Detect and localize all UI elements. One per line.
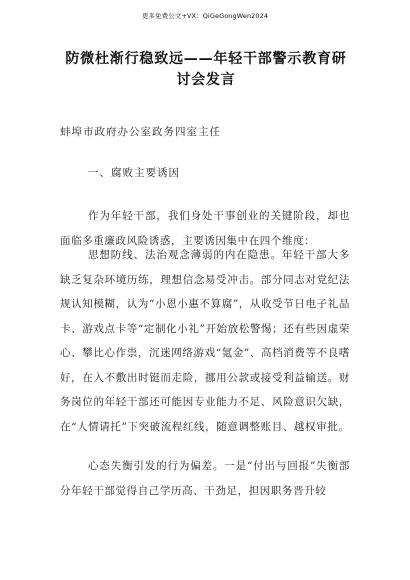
- paragraph-mindset: 心态失衡引发的行为偏差。一是“付出与回报”失衡部分年轻干部觉得自己学历高、干劲足，担因职务晋升较: [60, 460, 350, 497]
- paragraph-intro: 作为年轻干部，我们身处干事创业的关键阶段，却也面临多重廉政风险诱惑，主要诱因集中在四个维度：: [60, 210, 350, 247]
- paragraph-ideology: 思想防线、法治观念薄弱的内在隐患。年轻干部大多缺乏复杂环境历练，理想信念易受冲击。部分同志对党纪法规认知模糊，认为“小恩小惠不算腐”，从收受节日电子礼品卡、游戏点卡等“定制化小礼”开始放松警惕；还有些因虚荣心、攀比心作祟，沉迷网络游戏“氪金”、高档消费等不良嗜好，在入不敷出时铤而走险，挪用公款或接受利益输送。财务岗位的年轻干部还可能因专业能力不足、风险意识欠缺，在“人情请托”下突破流程红线，随意调整账目、越权审批。: [60, 249, 350, 433]
- document-title: 防微杜渐行稳致远——年轻干部警示教育研讨会发言: [65, 51, 347, 88]
- author-line: 蚌埠市政府办公室政务四室主任: [60, 126, 221, 138]
- header-note: 更多免费公文+VX：QiGeGongWen2024: [141, 12, 269, 20]
- section-heading: 一、腐败主要诱因: [88, 167, 180, 179]
